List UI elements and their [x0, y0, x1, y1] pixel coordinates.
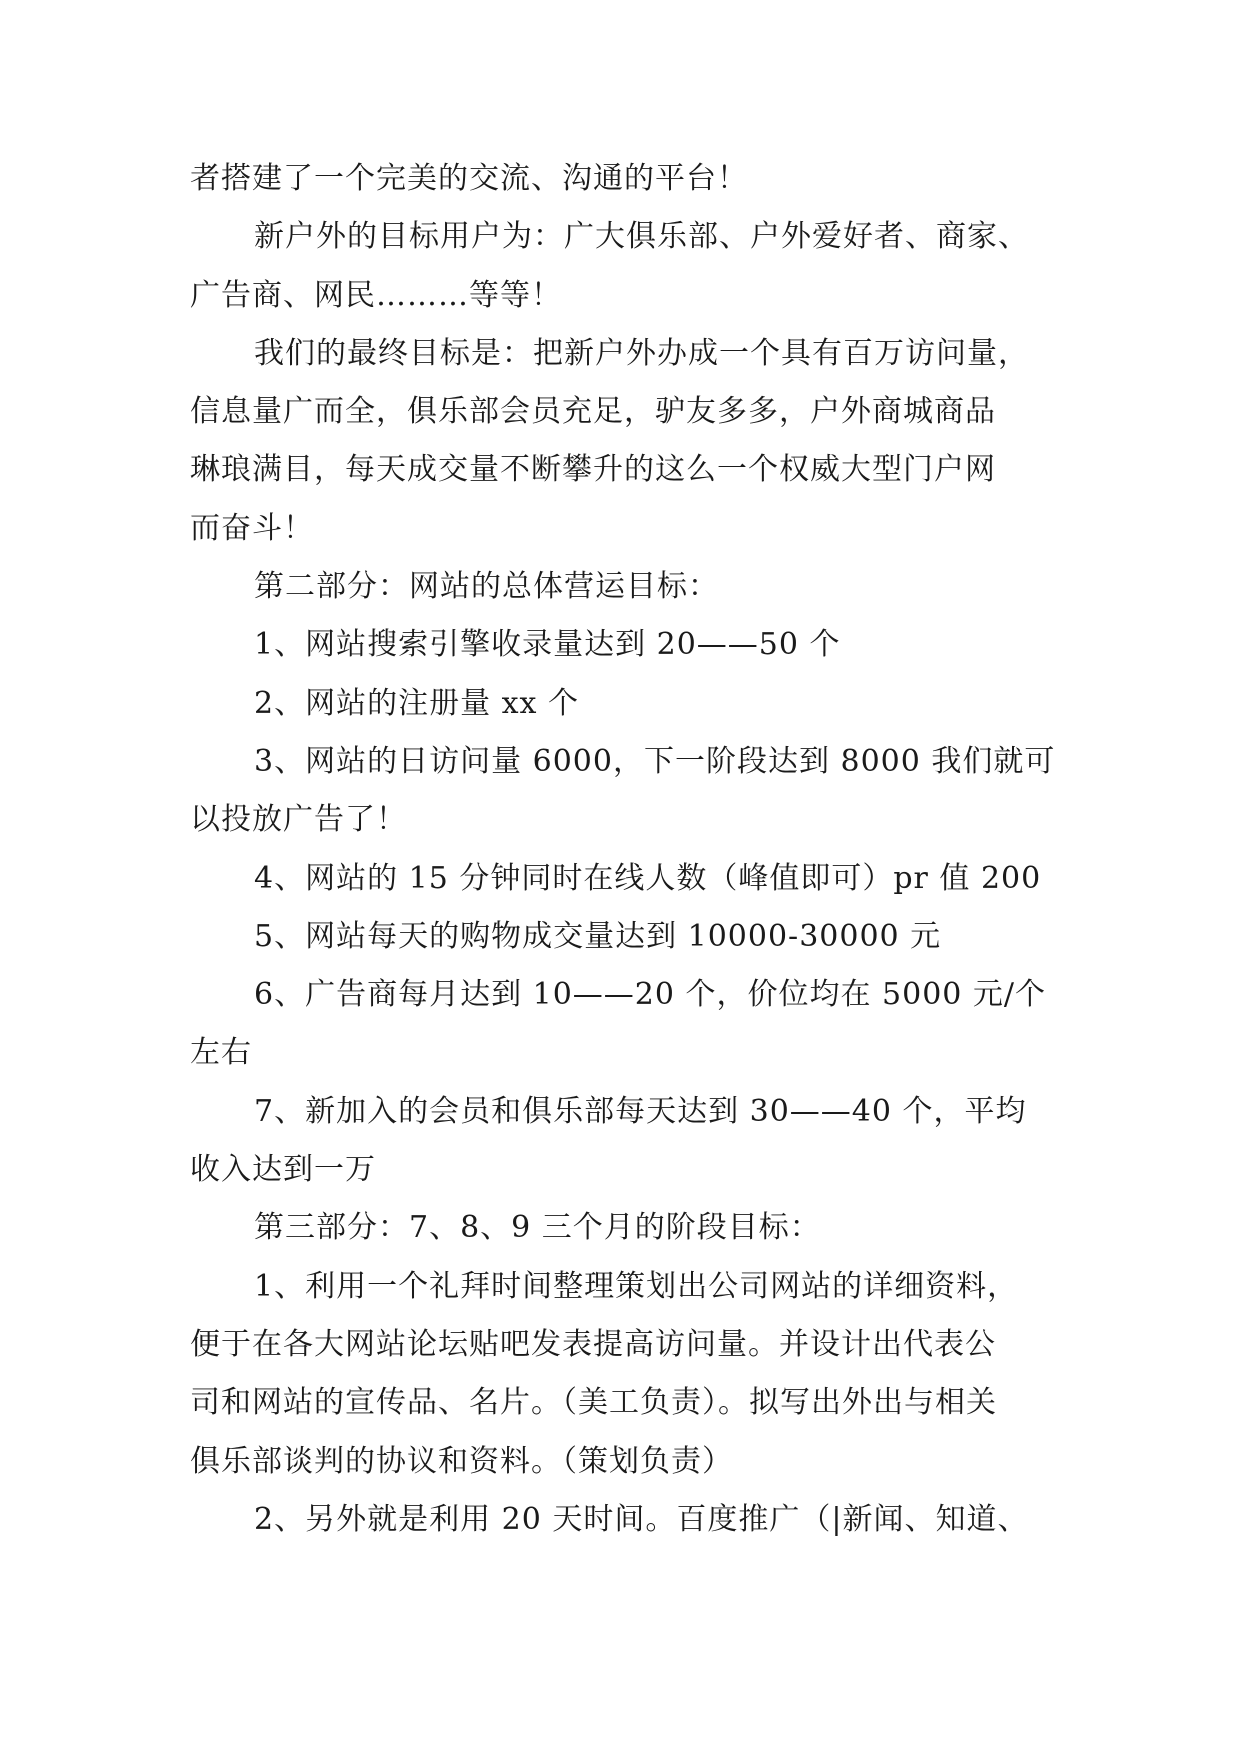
- text-line: 以投放广告了！: [190, 802, 407, 838]
- text-line: 司和网站的宣传品、名片。（美工负责）。拟写出外出与相关: [190, 1385, 997, 1421]
- text-line: 广告商、网民………等等！: [190, 277, 562, 313]
- text-line: 琳琅满目，每天成交量不断攀升的这么一个权威大型门户网: [190, 452, 996, 488]
- section-heading: 第二部分：网站的总体营运目标：: [254, 569, 719, 605]
- text-line: 我们的最终目标是：把新户外办成一个具有百万访问量，: [254, 335, 1029, 371]
- text-line: 而奋斗！: [190, 510, 314, 546]
- text-line: 俱乐部谈判的协议和资料。（策划负责）: [190, 1443, 733, 1479]
- list-item: 6、广告商每月达到 10——20 个，价位均在 5000 元/个: [254, 977, 1047, 1013]
- text-line: 便于在各大网站论坛贴吧发表提高访问量。并设计出代表公: [190, 1326, 996, 1362]
- list-item: 7、新加入的会员和俱乐部每天达到 30——40 个，平均: [254, 1093, 1027, 1129]
- text-line: 左右: [190, 1035, 252, 1071]
- list-item: 2、另外就是利用 20 天时间。百度推广（|新闻、知道、: [254, 1501, 1029, 1537]
- list-item: 2、网站的注册量 xx 个: [254, 685, 579, 721]
- list-item: 5、网站每天的购物成交量达到 10000-30000 元: [254, 918, 942, 954]
- list-item: 1、网站搜索引擎收录量达到 20——50 个: [254, 627, 841, 663]
- text-line: 信息量广而全，俱乐部会员充足，驴友多多，户外商城商品: [190, 394, 996, 430]
- section-heading: 第三部分：7、8、9 三个月的阶段目标：: [254, 1210, 821, 1246]
- list-item: 4、网站的 15 分钟同时在线人数（峰值即可）pr 值 200: [254, 860, 1042, 896]
- list-item: 1、利用一个礼拜时间整理策划出公司网站的详细资料，: [254, 1268, 1019, 1304]
- list-item: 3、网站的日访问量 6000，下一阶段达到 8000 我们就可: [254, 743, 1056, 779]
- text-line: 收入达到一万: [190, 1152, 376, 1188]
- text-line: 新户外的目标用户为：广大俱乐部、户外爱好者、商家、: [254, 219, 1029, 255]
- document-body: [190, 150, 1058, 1549]
- text-line: 者搭建了一个完美的交流、沟通的平台！: [190, 161, 748, 196]
